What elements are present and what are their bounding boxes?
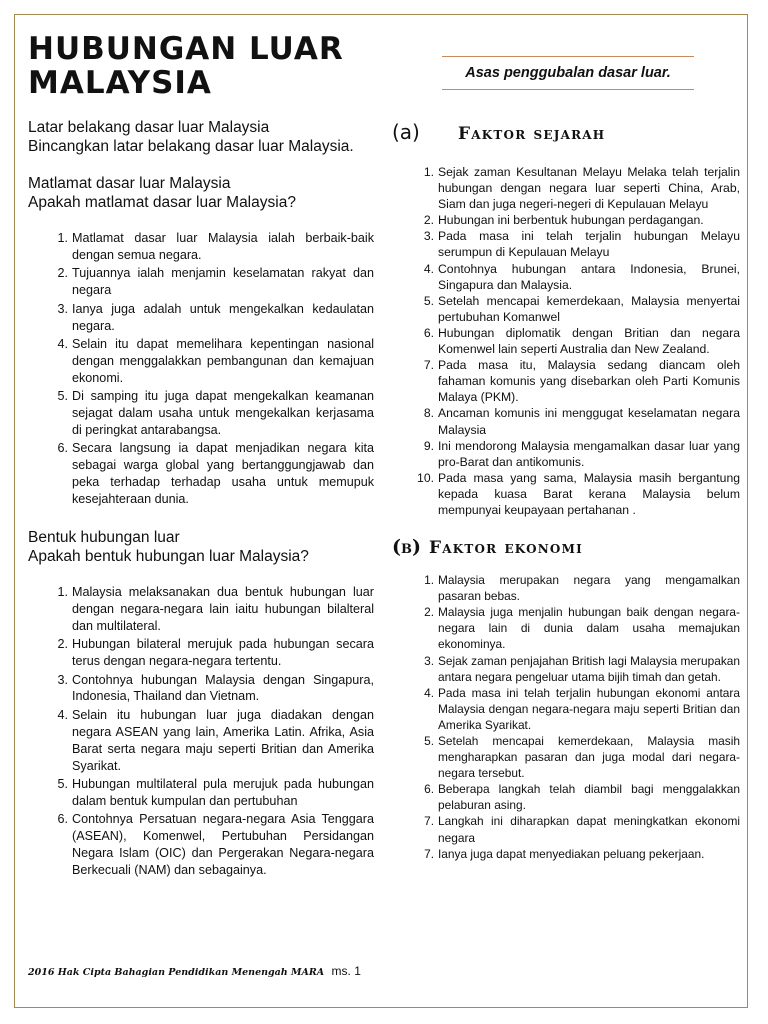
list-item-number: 6 .: [414, 325, 434, 341]
list-item: [424, 813, 740, 845]
section-question: Apakah matlamat dasar luar Malaysia?: [28, 194, 296, 211]
faktor-sejarah-list: [392, 164, 740, 518]
list-item-number: 8 .: [414, 405, 434, 421]
list-item: [423, 405, 740, 437]
list-item-text: Pada masa ini telah terjalin hubungan ekonomi antara Malaysia dengan negara-negara maju seperti Britian dan Amerika Syarikat.: [438, 685, 740, 732]
list-item-text: Selain itu hubungan luar juga diadakan dengan negara ASEAN yang lain, Amerika Latin. Afrika, Asia Barat serta negara maju seperti Britian dan Amerika Syarikat.: [72, 707, 374, 773]
list-item-number: 5 .: [48, 388, 68, 405]
list-item-text: Contohnya hubungan Malaysia dengan Singapura, Indonesia, Thailand dan Vietnam.: [72, 672, 374, 704]
list-item: [424, 685, 740, 733]
right-column: [392, 56, 740, 862]
list-item: [57, 388, 374, 439]
page-title: HUBUNGAN LUAR MALAYSIA: [28, 31, 344, 101]
list-item-number: 2 .: [414, 604, 434, 620]
list-item-text: Contohnya Persatuan negara-negara Asia Tenggara (ASEAN), Komenwel, Pertubuhan Persidangan Negara Islam (OIC) dan Pergerakan Negara-negara Berkecuali (NAM) dan sebagainya.: [72, 812, 374, 877]
bentuk-hubungan-list: [28, 584, 374, 879]
list-item: [57, 672, 374, 706]
factor-letter: (b): [392, 536, 421, 559]
list-item-text: Hubungan ini berbentuk hubungan perdagangan.: [438, 213, 704, 228]
list-item: [423, 261, 740, 293]
list-item-number: 2 .: [48, 636, 68, 653]
list-item-text: Sejak zaman Kesultanan Melayu Melaka telah terjalin hubungan dengan negara luar seperti China, Arab, Siam dan juga negeri-negeri di Kepulauan Melayu: [438, 165, 740, 212]
list-item-text: Matlamat dasar luar Malaysia ialah berbaik-baik dengan semua negara.: [72, 231, 374, 262]
list-item: [423, 325, 740, 357]
section-heading: Latar belakang dasar luar Malaysia: [28, 119, 270, 136]
list-item-number: 1 .: [48, 230, 68, 247]
list-item-number: 9 .: [414, 438, 434, 454]
section-heading: Matlamat dasar luar Malaysia: [28, 175, 231, 192]
list-item-number: 3 .: [414, 228, 434, 244]
list-item-text: Ianya juga dapat menyediakan peluang pekerjaan.: [438, 846, 705, 861]
left-column: [28, 32, 374, 880]
list-item: [57, 776, 374, 810]
list-item-text: Beberapa langkah telah diambil bagi menggalakkan pelaburan asing.: [438, 782, 740, 813]
list-item-text: Ini mendorong Malaysia mengamalkan dasar luar yang pro-Barat dan antikomunis.: [438, 438, 740, 469]
matlamat-list: [28, 230, 374, 508]
list-item-text: Di samping itu juga dapat mengekalkan keamanan sejagat dalam usaha untuk mengekalkan kerjasama di peringkat antarabangsa.: [72, 389, 374, 437]
list-item-number: 3 .: [48, 301, 68, 318]
list-item-number: 6 .: [48, 440, 68, 457]
list-item: [424, 653, 740, 685]
factor-b-heading: [392, 536, 740, 558]
list-item-number: 10 .: [414, 470, 434, 486]
list-item: [423, 164, 740, 212]
factor-letter: (a): [392, 120, 420, 144]
list-item-number: 2 .: [414, 212, 434, 228]
section-bentuk-hubungan: [28, 528, 374, 879]
list-item: [423, 293, 740, 325]
section-latar-belakang: [28, 118, 374, 156]
asas-penggubalan-box: Asas penggubalan dasar luar.: [442, 56, 694, 90]
list-item: [423, 357, 740, 405]
list-item: [424, 733, 740, 781]
list-item: [424, 572, 740, 604]
list-item: [417, 470, 740, 518]
list-item: [423, 228, 740, 260]
list-item: [57, 336, 374, 387]
list-item-number: 6 .: [48, 811, 68, 828]
list-item-number: 7 .: [414, 846, 434, 862]
list-item: [57, 584, 374, 635]
list-item-text: Ancaman komunis ini menggugat keselamatan negara Malaysia: [438, 406, 740, 437]
list-item-text: Hubungan bilateral merujuk pada hubungan secara terus dengan negara-negara tertentu.: [72, 637, 374, 669]
list-item-number: 5 .: [414, 293, 434, 309]
list-item-text: Hubungan multilateral pula merujuk pada hubungan dalam bentuk kumpulan dan pertubuhan: [72, 776, 374, 808]
section-question: Apakah bentuk hubungan luar Malaysia?: [28, 548, 309, 565]
list-item-text: Langkah ini diharapkan dapat meningkatkan ekonomi negara: [438, 814, 740, 845]
list-item-text: Pada masa itu, Malaysia sedang diancam oleh fahaman komunis yang disebarkan oleh Parti Komunis Malaya (PKM).: [438, 358, 740, 405]
list-item: [424, 604, 740, 652]
list-item-text: Malaysia juga menjalin hubungan baik dengan negara-negara lain di dunia dalam usaha memajukan ekonominya.: [438, 605, 740, 652]
list-item: [424, 846, 740, 862]
list-item: [423, 438, 740, 470]
list-item: [423, 212, 740, 228]
list-item-number: 3 .: [48, 672, 68, 689]
list-item-number: 5 .: [48, 776, 68, 793]
faktor-ekonomi-list: [392, 572, 740, 862]
list-item-text: Tujuannya ialah menjamin keselamatan rakyat dan negara: [72, 266, 374, 298]
list-item: [57, 707, 374, 775]
section-heading: Bentuk hubungan luar: [28, 529, 180, 546]
footer: [28, 964, 361, 978]
section-question: Bincangkan latar belakang dasar luar Malaysia.: [28, 138, 354, 155]
list-item-text: Pada masa yang sama, Malaysia masih bergantung kepada kuasa Barat kerana Malaysia belum mempunyai keupayaan pertahanan .: [438, 470, 740, 517]
copyright-text: 2016 Hak Cipta Bahagian Pendidikan Menengah MARA: [28, 967, 325, 978]
list-item: [57, 265, 374, 299]
list-item-number: 1 .: [414, 572, 434, 588]
factor-title: Faktor ekonomi: [428, 538, 583, 559]
list-item: [57, 301, 374, 335]
list-item-number: 4 .: [48, 707, 68, 724]
list-item-number: 1 .: [48, 584, 68, 601]
list-item-text: Malaysia melaksanakan dua bentuk hubungan luar dengan negara-negara lain iaitu hubungan bilalteral dan multilateral.: [72, 585, 374, 633]
list-item: [57, 636, 374, 670]
list-item: [424, 781, 740, 813]
list-item-number: 1 .: [414, 164, 434, 180]
page-number: ms. 1: [331, 964, 361, 978]
list-item-number: 5 .: [414, 733, 434, 749]
list-item-number: 6 .: [414, 781, 434, 797]
list-item-number: 4 .: [48, 336, 68, 353]
factor-title: Faktor sejarah: [458, 124, 606, 144]
list-item-text: Pada masa ini telah terjalin hubungan Melayu serumpun di Kepulauan Melayu: [438, 229, 740, 260]
list-item-number: 7 .: [414, 357, 434, 373]
factor-a-heading: [392, 120, 740, 144]
list-item-text: Hubungan diplomatik dengan Britian dan negara Komenwel lain seperti Australia dan New Zealand.: [438, 325, 740, 357]
list-item: [57, 230, 374, 264]
section-matlamat: [28, 174, 374, 508]
list-item-text: Sejak zaman penjajahan British lagi Malaysia merupakan antara negara pengeluar utama bijih timah dan getah.: [438, 653, 740, 684]
list-item: [57, 811, 374, 879]
list-item-text: Malaysia merupakan negara yang mengamalkan pasaran bebas.: [438, 573, 740, 604]
list-item-text: Ianya juga adalah untuk mengekalkan kedaulatan negara.: [72, 301, 374, 333]
list-item-number: 4 .: [414, 261, 434, 277]
list-item-number: 7 .: [414, 813, 434, 829]
list-item-text: Setelah mencapai kemerdekaan, Malaysia menyertai pertubuhan Komanwel: [438, 293, 740, 324]
list-item-text: Setelah mencapai kemerdekaan, Malaysia masih mengharapkan pasaran dan juga modal dari negara-negara tersebut.: [438, 734, 740, 781]
list-item: [57, 440, 374, 508]
list-item-number: 4 .: [414, 685, 434, 701]
list-item-text: Contohnya hubungan antara Indonesia, Brunei, Singapura dan Malaysia.: [438, 261, 740, 292]
list-item-number: 3 .: [414, 653, 434, 669]
list-item-number: 2 .: [48, 265, 68, 282]
list-item-text: Secara langsung ia dapat menjadikan negara kita sebagai warga global yang bertanggungjawab dan peka terhadap terhadap usaha untuk memupuk kesejahteraan dunia.: [72, 441, 374, 507]
list-item-text: Selain itu dapat memelihara kepentingan nasional dengan menggalakkan pembangunan dan kemajuan ekonomi.: [72, 336, 374, 385]
